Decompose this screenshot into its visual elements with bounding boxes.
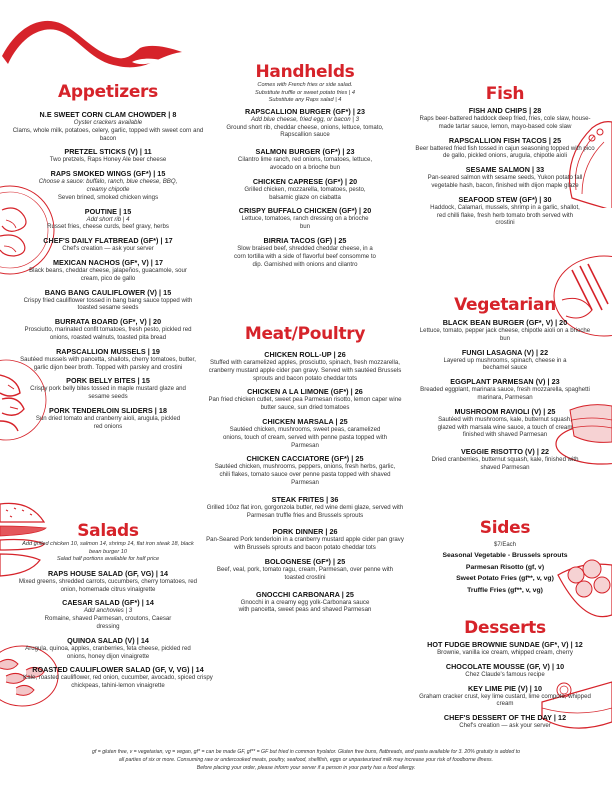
fish-section	[405, 84, 605, 227]
menu-item: BIRRIA TACOS (GF) | 25 Slow braised beef, shredded cheddar cheese, in a corn tortilla with a side of flavorful beef consomme to dip. Garnished with onions and cilantro	[234, 235, 376, 268]
menu-item: KEY LIME PIE (V) | 10 Graham cracker crust, key lime custard, lime compote, whipped cream	[419, 683, 591, 708]
menu-item: BANG BANG CAULIFLOWER (V) | 15 Crispy fried cauliflower tossed in bang bang sauce topped with toasted sesame seeds	[23, 287, 193, 312]
red-swoosh-logo	[0, 12, 190, 74]
menu-item: BOLOGNESE (GF*) | 25 Beef, veal, pork, tomato ragu, cream, Parmesan, over penne with toasted crostini	[216, 556, 394, 581]
section-title-desserts: Desserts	[464, 618, 546, 638]
menu-item: SESAME SALMON | 33 Pan-seared salmon with sesame seeds, Yukon potato fall vegetable hash, bacon, finished with dijon maple glaze	[427, 165, 583, 189]
sides-price: $7/Each	[493, 542, 517, 548]
menu-item: CHICKEN A LA LIMONE (GF*) | 26 Pan fried chicken cutlet, sweet pea Parmesan risotto, lemon caper wine butter sauce, sun dried tomatoes	[208, 387, 402, 412]
section-title-salads: Salads	[77, 521, 139, 541]
menu-item: CHICKEN ROLL-UP | 26 Stuffed with caramelized apples, prosciutto, spinach, fresh mozzarella, cranberry mustard apple cider pan gravy. Served with sautéed Brussels sprouts and bacon potato cheddar tots	[208, 350, 402, 382]
menu-item: BLACK BEAN BURGER (GF*, V) | 20 Lettuce, tomato, pepper jack cheese, chipotle aioli on a brioche bun	[419, 318, 591, 342]
menu-item: PRETZEL STICKS (V) | 11 Two pretzels, Raps Honey Ale beer cheese	[49, 147, 167, 164]
menu-item: PORK BELLY BITES | 15 Crispy pork belly bites tossed in maple mustard glaze and sesame seeds	[30, 376, 186, 401]
menu-item: SALMON BURGER (GF*) | 23 Cilantro lime ranch, red onions, tomatoes, lettuce, avocado on a brioche bun	[237, 147, 373, 171]
side-item: Truffle Fries (gf**, v, vg)	[467, 586, 543, 594]
menu-item: GNOCCHI CARBONARA | 25 Gnocchi in a creamy egg yolk-Carbonara sauce with pancetta, sweet peas and shaved Parmesan	[238, 589, 372, 614]
appetizers-section	[8, 82, 208, 431]
menu-item: RAPSCALLION BURGER (GF*) | 23 Add blue cheese, fried egg, or bacon | 3 Ground short rib, cheddar cheese, onions, lettuce, tomato, Rapscallion sauce	[226, 106, 384, 139]
section-title-vegetarian: Vegetarian	[454, 295, 556, 315]
menu-item: RAPSCALLION FISH TACOS | 25 Beer battered fried fish tossed in cajun seasoning topped with pico de gallo, pickled onions, arugula, chipotle aioli	[415, 135, 595, 160]
section-title-handhelds: Handhelds	[255, 62, 355, 82]
menu-item: FUNGI LASAGNA (V) | 22 Layered up mushrooms, spinach, cheese in a bechamel sauce	[443, 347, 567, 372]
footer-line: Before placing your order, please inform your server if a person in your party has a food allergy.	[196, 765, 416, 771]
menu-item: QUINOA SALAD (V) | 14 Arugula, quinoa, apples, cranberries, feta cheese, pickled red onions, honey dijon vinaigrette	[25, 635, 191, 660]
menu-item: POUTINE | 15 Add short rib | 4 Russet fries, cheese curds, beef gravy, herbs	[47, 206, 169, 231]
dietary-legend-footer	[20, 748, 592, 772]
menu-item: CHICKEN MARSALA | 25 Sautéed chicken, mushrooms, sweet peas, caramelized onions, touch of cream, served with penne pasta topped with Parmesan	[223, 416, 387, 449]
menu-item: RAPS SMOKED WINGS (GF*) | 15 Choose a sauce: buffalo, ranch, blue cheese, BBQ, creamy chipotle Seven brined, smoked chicken wings	[38, 169, 178, 201]
menu-item: MEXICAN NACHOS (GF*, V) | 17 Black beans, cheddar cheese, jalapeños, guacamole, sour cream, pico de gallo	[29, 257, 187, 282]
menu-item: HOT FUDGE BROWNIE SUNDAE (GF*, V) | 12 Brownie, vanilla ice cream, whipped cream, cherry	[427, 640, 583, 656]
menu-item: CHEF'S DAILY FLATBREAD (GF*) | 17 Chef's creation — ask your server	[43, 236, 173, 253]
menu-item: STEAK FRITES | 36 Grilled 10oz flat iron, gorgonzola butter, red wine demi glaze, served with Parmesan truffle fries and Brussels sprouts	[206, 494, 404, 519]
section-title-appetizers: Appetizers	[58, 82, 158, 102]
menu-item: N.E SWEET CORN CLAM CHOWDER | 8 Oyster crackers available Clams, whole milk, potatoes, celery, garlic, topped with sweet corn and bacon	[12, 110, 204, 142]
salads-section: Salads Add grilled chicken 10, salmon 14, shrimp 14, flat iron steak 18, black bean burger 10 Salad half portions available for half price RAPS HOUSE SALAD (GF, VG) | 14 Mixed greens, shredded carrots, cucumbers, cherry tomatoes, red onion, homemade citrus vinaigrette CAESAR SALAD (GF*) | 14 Add anchovies | 3 Romaine, shaved Parmesan, croutons, Caesar dressing QUINOA SALAD (V) | 14 Arugula, quinoa, apples, cranberries, feta cheese, pickled red onions, honey dijon vinaigrette ROASTED CAULIFLOWER SALAD (GF, V, VG) | 14 Kale, roasted cauliflower, red onion, cucumber, avocado, spiced crispy chickpeas, tahini-lemon vinaigrette	[8, 521, 208, 690]
menu-item: CRISPY BUFFALO CHICKEN (GF*) | 20 Lettuce, tomatoes, ranch dressing on a brioche bun	[238, 206, 372, 231]
menu-item: EGGPLANT PARMESAN (V) | 23 Breaded eggplant, marinara sauce, fresh mozzarella, spaghetti marinara, Parmesan	[420, 377, 590, 401]
section-title-meat-poultry: Meat/Poultry	[244, 324, 366, 344]
section-title-sides: Sides	[479, 518, 531, 538]
side-item: Sweet Potato Fries (gf**, v, vg)	[456, 575, 554, 582]
sides-section	[405, 518, 605, 596]
menu-item: VEGGIE RISOTTO (V) | 22 Dried cranberries, butternut squash, kale, finished with shaved Parmesan	[431, 447, 579, 471]
vegetarian-section	[405, 295, 605, 472]
handhelds-section: Handhelds Comes with French fries or side salad. Substitute truffle or sweet potato fries | 4 Substitute any Raps salad | 4 RAPSCALLION BURGER (GF*) | 23 Add blue cheese, fried egg, or bacon | 3 Ground short rib, cheddar cheese, onions, lettuce, tomato, Rapscallion sauce SALMON BURGER (GF*) | 23 Cilantro lime ranch, red onions, tomatoes, lettuce, avocado on a brioche bun CHICKEN CAPRESE (GF*) | 20 Grilled chicken, mozzarella, tomatoes, pesto, balsamic glaze on ciabatta CRISPY BUFFALO CHICKEN (GF*) | 20 Lettuce, tomatoes, ranch dressing on a brioche bun BIRRIA TACOS (GF) | 25 Slow braised beef, shredded cheddar cheese, in a corn tortilla with a side of flavorful beef consomme to dip. Garnished with onions and cilantro	[205, 62, 405, 268]
section-title-fish: Fish	[485, 84, 525, 104]
menu-item: CHICKEN CAPRESE (GF*) | 20 Grilled chicken, mozzarella, tomatoes, pesto, balsamic glaze on ciabatta	[244, 176, 366, 201]
desserts-section	[405, 618, 605, 730]
menu-item: PORK TENDERLOIN SLIDERS | 18 Sun dried tomato and cranberry aioli, arugula, pickled red onions	[35, 405, 181, 430]
footer-line: gf = gluten free, v = vegetarian, vg = vegan, gf* = can be made GF, gf** = GF but fried in common fryolator. Gluten free buns, flatbreads, and pasta available for 3. 20% gratuity is added to	[92, 749, 520, 755]
menu-item: SEAFOOD STEW (GF*) | 30 Haddock, Calamari, mussels, shrimp in a garlic, shallot, red chilli flake, fresh herb tomato broth served with crostini	[430, 194, 580, 227]
menu-item: RAPS HOUSE SALAD (GF, VG) | 14 Mixed greens, shredded carrots, cucumbers, cherry tomatoes, red onion, homemade citrus vinaigrette	[18, 568, 198, 593]
menu-item: MUSHROOM RAVIOLI (V) | 25 Sautéed with mushrooms, kale, butternut squash, glazed with marsala wine sauce, a touch of cream finished with shaved Parmesan	[437, 406, 573, 439]
menu-item: FISH AND CHIPS | 28 Raps beer-battered haddock deep fried, fries, cole slaw, house-made tartar sauce, lemon, mayo-based cole slaw	[419, 106, 591, 130]
sides-list	[405, 550, 605, 596]
meat-poultry-section	[205, 324, 405, 614]
menu-item: CAESAR SALAD (GF*) | 14 Add anchovies | 3 Romaine, shaved Parmesan, croutons, Caesar dressing	[44, 598, 172, 630]
menu-item: BURRATA BOARD (GF*, V) | 20 Prosciutto, marinated confit tomatoes, fresh pesto, pickled red onions, roasted walnuts, toasted pita bread	[24, 317, 192, 341]
menu-item: CHOCOLATE MOUSSE (GF, V) | 10 Chez Claude's famous recipe	[445, 661, 565, 678]
menu-item: PORK DINNER | 26 Pan-Seared Pork tenderloin in a cranberry mustard apple cider pan gravy with Brussels sprouts and bacon potato cheddar tots	[206, 527, 404, 552]
menu-item: CHEF'S DESSERT OF THE DAY | 12 Chef's creation — ask your server	[443, 713, 567, 730]
side-item: Seasonal Vegetable - Brussels sprouts	[442, 552, 568, 559]
side-item: Parmesan Risotto (gf, v)	[465, 563, 545, 571]
menu-item: RAPSCALLION MUSSELS | 19 Sautéed mussels with pancetta, shallots, cherry tomatoes, butter, garlic dijon beer broth. Topped with parsley and crostini	[20, 346, 196, 371]
menu-item: CHICKEN CACCIATORE (GF*) | 25 Sautéed chicken, mushrooms, peppers, onions, fresh herbs, garlic, chili flakes, tomato sauce over penne pasta topped with shaved Parmesan	[214, 454, 396, 486]
menu-item: ROASTED CAULIFLOWER SALAD (GF, V, VG) | 14 Kale, roasted cauliflower, red onion, cucumber, avocado, spiced crispy chickpeas, tahini-lemon vinaigrette	[23, 665, 213, 690]
footer-line: all parties of six or more. Consuming raw or undercooked meats, poultry, seafood, shellfish, eggs or unpasteurized milk may increase your risk of foodborne illness.	[118, 757, 494, 763]
